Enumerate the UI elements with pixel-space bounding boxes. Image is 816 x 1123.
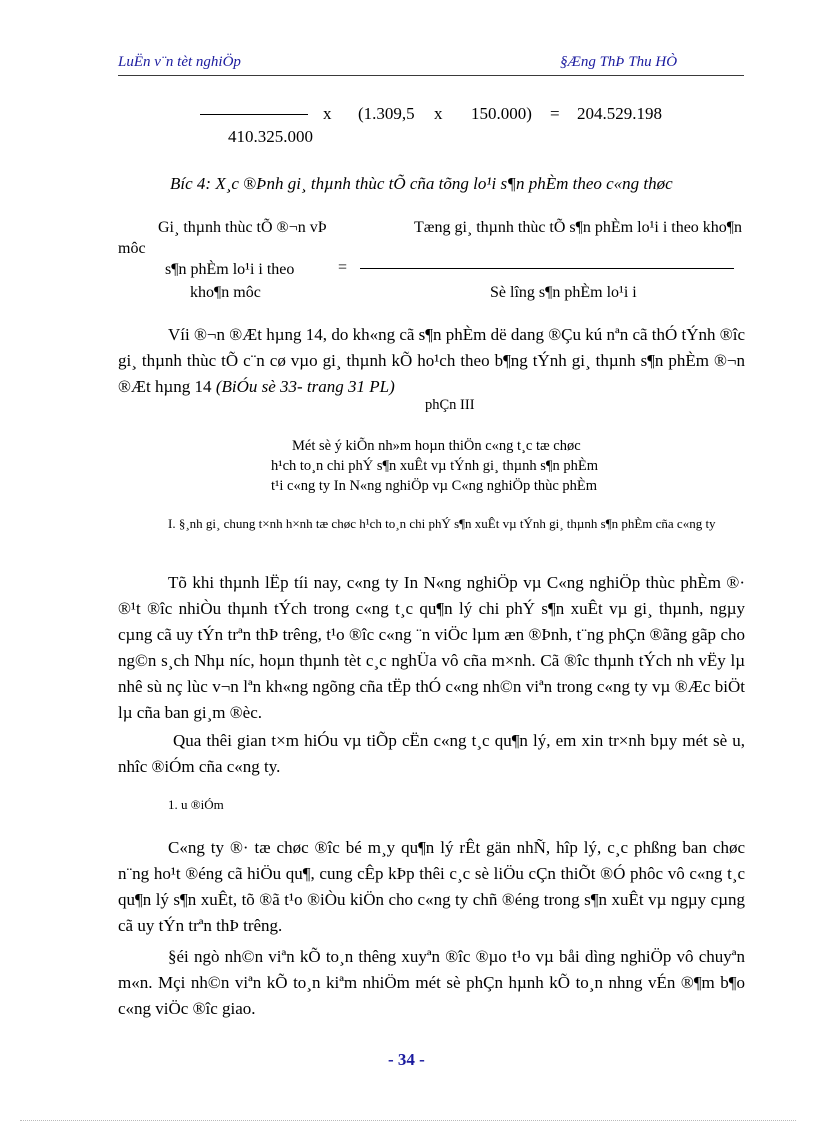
formula1-factor-1: (1.309,5 [358,104,415,123]
formula1-equals: = [550,104,560,123]
paragraph-order-14-text: Víi ®¬n ®Æt hµng 14, do kh«ng cã s¶n phÈm dë dang ®Çu kú nªn cã thÓ tÝnh ®îc gi¸ thµnh thùc tÕ c¨n cø vµo gi¸ thµnh kÕ ho¹ch theo b¶ng tÝnh gi¸ thµnh s¶n phÈm ®¬n ®Æt hµng 14 [118,325,745,396]
formula2-left-line3: kho¶n môc [190,284,261,301]
step-4-heading: Bíc 4: X¸c ®Þnh gi¸ thµnh thùc tÕ cña tõng lo¹i s¶n phÈm theo c«ng thøc [170,174,673,193]
formula1-result: 204.529.198 [577,104,662,123]
paragraph-management: C«ng ty ®· tæ chøc ®îc bé m¸y qu¶n lý rÊt gän nhÑ, hîp lý, c¸c phßng ban chøc n¨ng ho¹t ®éng cã hiÖu qu¶, cung cÊp kÞp thêi c¸c sè liÖu cÇn thiÕt ®Ó phôc vô c«ng t¸c qu¶n lý s¶n xuÊt, tõ ®ã t¹o ®iÒu kiÖn cho c«ng ty chñ ®éng trong s¶n xuÊt vµ ngµy cµng cã uy tÝn trªn thÞ trêng. [118,838,745,935]
appendix-reference: (BiÓu sè 33- trang 31 PL) [215,377,395,396]
title-line-3: t¹i c«ng ty In N«ng nghiÖp vµ C«ng nghiÖp thùc phÈm [271,478,598,494]
page-number: - 34 - [388,1050,425,1069]
paragraph-overview: Qua thêi gian t×m hiÓu vµ tiÕp cËn c«ng t¸c qu¶n lý, em xin tr×nh bµy mét sè u, nhîc ®iÓm cña c«ng ty. [118,731,745,776]
header-right: §Æng ThÞ Thu HÒ [560,54,678,70]
formula1-fraction-bar [200,114,308,115]
paragraph-achievements: Tõ khi thµnh lËp tíi nay, c«ng ty In N«ng nghiÖp vµ C«ng nghiÖp thùc phÈm ®· ®¹t ®îc nhiÒu thµnh tÝch trong c«ng t¸c qu¶n lý chi phÝ s¶n xuÊt vµ gi¸ thµnh, ngµy cµng cã uy tÝn trªn thÞ trêng, t¹o ®îc c«ng ¨n viÖc lµm æn ®Þnh, t¨ng phÇn ®ãng gãp cho ng©n s¸ch Nhµ níc, hoµn thµnh tèt c¸c nghÜa vô cña m×nh. Cã ®îc thµnh tÝch nh vËy lµ nhê sù nç lùc v¬n lªn kh«ng ngõng cña tËp thÓ c«ng nh©n viªn trong c«ng ty vµ ®Æc biÖt lµ cña ban gi¸m ®èc. [118,573,745,722]
paragraph-accounting-staff: §éi ngò nh©n viªn kÕ to¸n thêng xuyªn ®îc ®µo t¹o vµ båi dìng nghiÖp vô chuyªn m«n. Mçi nh©n viªn kÕ to¸n kiªm nhiÖm mét sè phÇn hµnh kÕ to¸n nhng vÉn ®¶m b¶o c«ng viÖc ®îc giao. [118,947,745,1018]
formula1-denominator: 410.325.000 [228,127,313,146]
page-bottom-dotted-rule [20,1120,796,1122]
part-heading: phÇn III [425,397,475,413]
subsection-advantages: 1. u ®iÓm [168,797,224,812]
formula1-factor-2: 150.000) [471,104,532,123]
title-line-1: Mét sè ý kiÕn nh»m hoµn thiÖn c«ng t¸c tæ chøc [292,438,581,454]
paragraph-order-14 [118,322,745,400]
header-left: LuËn v¨n tèt nghiÖp [118,54,241,70]
formula2-left-line2: s¶n phÈm lo¹i i theo [165,261,295,278]
formula2-equals: = [338,259,348,276]
formula1-times-1: x [323,104,332,123]
formula2-denominator: Sè lîng s¶n phÈm lo¹i i [490,284,637,301]
formula2-left-line1b: môc [118,240,146,257]
section-I-heading: I. §¸nh gi¸ chung t×nh h×nh tæ chøc h¹ch to¸n chi phÝ s¶n xuÊt vµ tÝnh gi¸ thµnh s¶n phÈm cña c«ng ty [168,516,716,531]
formula1-times-2: x [434,104,443,123]
title-line-2: h¹ch to¸n chi phÝ s¶n xuÊt vµ tÝnh gi¸ thµnh s¶n phÈm [271,458,598,474]
header-rule [118,75,744,76]
formula2-left-line1: Gi¸ thµnh thùc tÕ ®¬n vÞ [158,219,327,236]
formula2-fraction-bar [360,268,734,269]
formula2-numerator: Tæng gi¸ thµnh thùc tÕ s¶n phÈm lo¹i i theo kho¶n [414,219,743,236]
